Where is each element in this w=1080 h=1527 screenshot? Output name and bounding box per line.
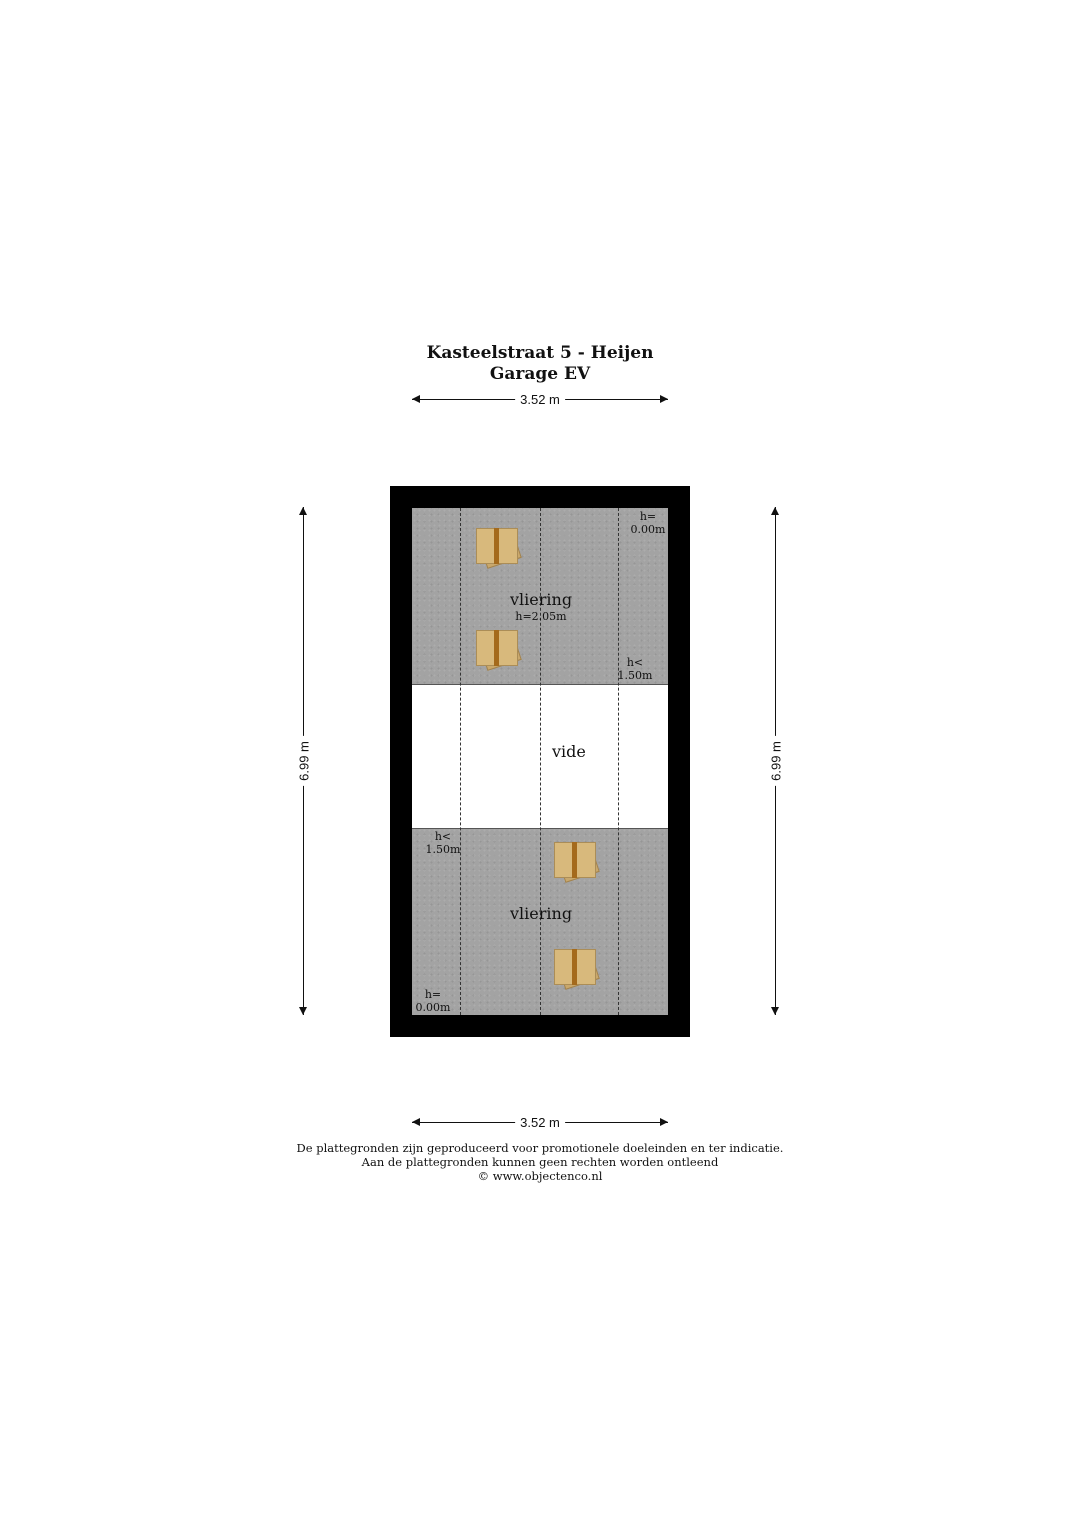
slope-label-prefix: h< [626, 656, 644, 669]
arrow-up-icon [771, 507, 779, 515]
roof-line-dashed [460, 508, 461, 1015]
depth-dimension-right [768, 507, 784, 1015]
box-tape [572, 949, 577, 985]
arrow-right-icon [660, 1118, 668, 1126]
box-tape [494, 630, 499, 666]
height-label-top-right [628, 510, 668, 536]
disclaimer-line-2: Aan de plattegronden kunnen geen rechten worden ontleend [361, 1155, 719, 1169]
plan-subtitle: Garage EV [489, 364, 591, 384]
height-label-value: 0.00m [415, 1001, 451, 1014]
arrow-left-icon [412, 1118, 420, 1126]
width-label-top: 3.52 m [515, 391, 565, 408]
storage-box-icon [474, 628, 520, 674]
storage-box-icon [474, 526, 520, 572]
room-name-loft-top: vliering [510, 590, 573, 609]
depth-label-right: 6.99 m [768, 736, 785, 786]
arrow-left-icon [412, 395, 420, 403]
width-label-bottom: 3.52 m [515, 1114, 565, 1131]
roof-line-dashed [540, 508, 541, 1015]
height-label-value: 0.00m [630, 523, 666, 536]
slope-label-top [616, 656, 654, 682]
plan-title: Kasteelstraat 5 - Heijen [426, 343, 654, 363]
depth-dimension-left [296, 507, 312, 1015]
box-tape [572, 842, 577, 878]
arrow-down-icon [771, 1007, 779, 1015]
height-label-bottom-left [413, 988, 453, 1014]
roof-line-dashed [618, 508, 619, 1015]
slope-label-value: 1.50m [617, 669, 653, 682]
height-label-prefix: h= [639, 510, 657, 523]
room-name-void: vide [552, 742, 586, 761]
storage-box-icon [552, 947, 598, 993]
slope-label-prefix: h< [434, 830, 452, 843]
depth-label-left: 6.99 m [296, 736, 313, 786]
copyright-link: © www.objectenco.nl [477, 1169, 603, 1183]
room-height-loft-top: h=2.05m [515, 610, 567, 623]
width-dimension-bottom [412, 1115, 668, 1131]
box-tape [494, 528, 499, 564]
storage-box-icon [552, 840, 598, 886]
arrow-up-icon [299, 507, 307, 515]
slope-label-value: 1.50m [425, 843, 461, 856]
arrow-down-icon [299, 1007, 307, 1015]
slope-label-bottom [424, 830, 462, 856]
width-dimension-top [412, 392, 668, 408]
height-label-prefix: h= [424, 988, 442, 1001]
disclaimer-line-1: De plattegronden zijn geproduceerd voor promotionele doeleinden en ter indicatie. [296, 1141, 784, 1155]
room-name-loft-bottom: vliering [510, 904, 573, 923]
arrow-right-icon [660, 395, 668, 403]
